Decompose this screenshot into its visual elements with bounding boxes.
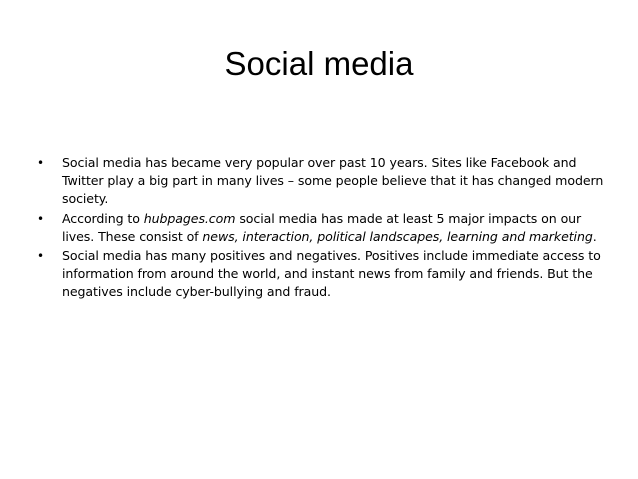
bullet-marker: • bbox=[37, 211, 44, 226]
bullet-marker: • bbox=[37, 156, 44, 170]
bullet-text: Social media has many positives and negatives. Positives include immediate access to information from around the world, and instant news from family and friends. But the negatives include cyber-bullying and fraud. bbox=[62, 248, 601, 300]
bullet-list bbox=[0, 154, 638, 303]
bullet-item-1 bbox=[0, 154, 638, 209]
impact-list: news, interaction, political landscapes, learning and marketing bbox=[202, 228, 593, 244]
bullet-text-part: social media has made at least 5 major impacts on our lives. These consist of bbox=[62, 210, 582, 244]
bullet-text: Social media has became very popular over past 10 years. Sites like Facebook and Twitter play a big part in many lives – some people believe that it has changed modern society. bbox=[62, 155, 604, 207]
bullet-item-3 bbox=[0, 247, 638, 302]
bullet-item-2 bbox=[0, 210, 638, 246]
bullet-marker: • bbox=[37, 249, 44, 264]
slide-title: Social media bbox=[224, 45, 414, 82]
bullet-text-part: . bbox=[592, 228, 597, 244]
source-name: hubpages.com bbox=[143, 210, 236, 226]
bullet-text-part: According to bbox=[62, 210, 144, 226]
